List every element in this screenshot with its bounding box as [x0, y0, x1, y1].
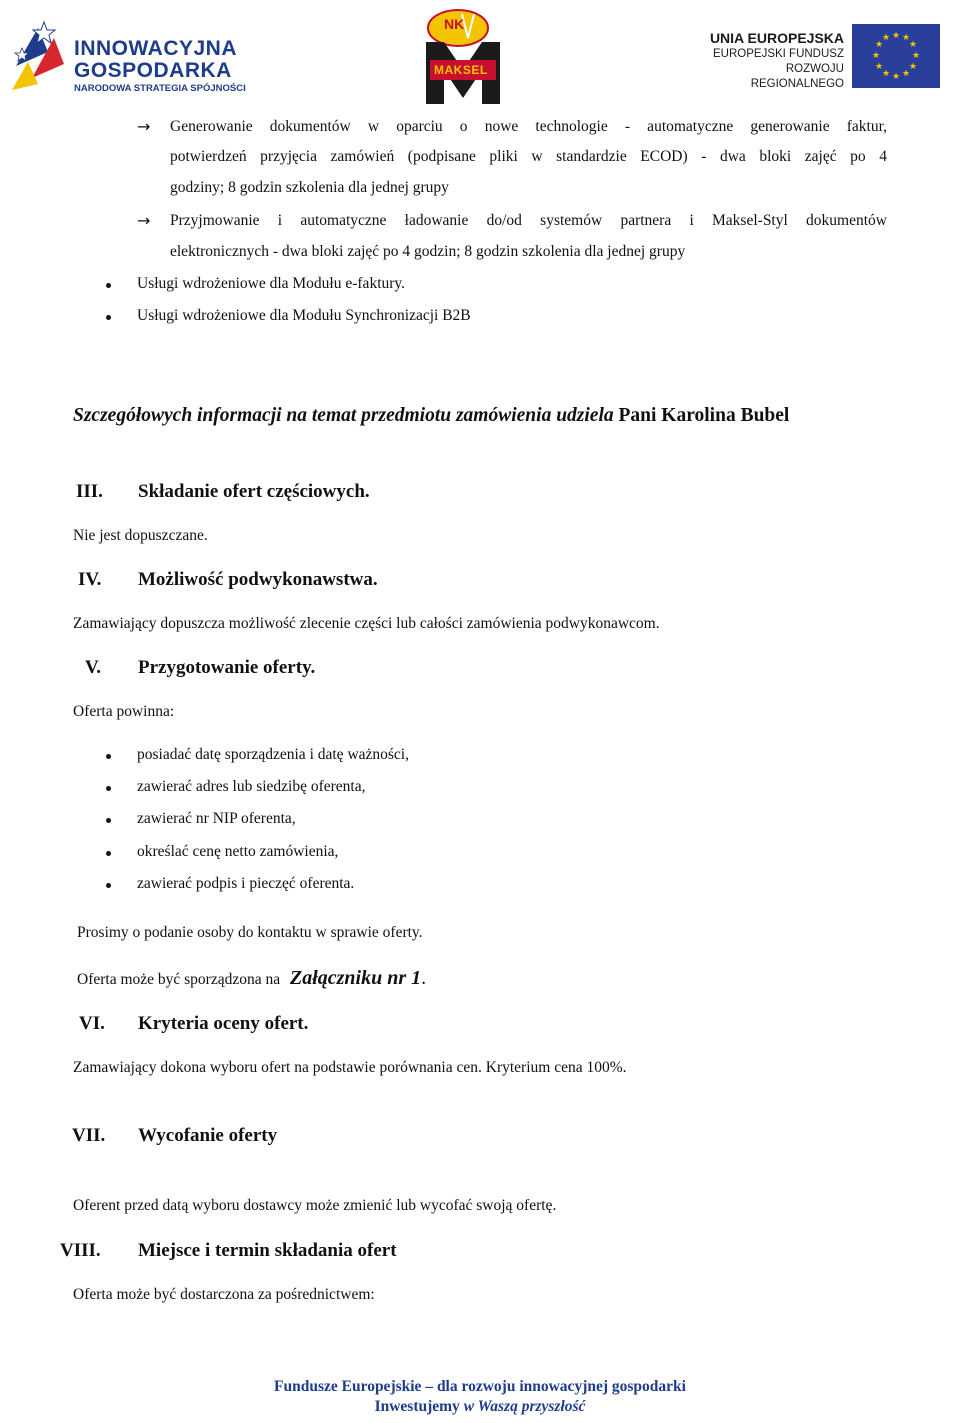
- logo-line2: GOSPODARKA: [74, 59, 232, 82]
- bullet-item-2-text: Usługi wdrożeniowe dla Modułu Synchronizacji B2B: [137, 307, 471, 324]
- bullet-icon: [106, 754, 111, 759]
- bullet-icon: [106, 851, 111, 856]
- contact-italic: Szczegółowych informacji na temat przedmiotu zamówienia udziela: [73, 405, 614, 426]
- arrow-item-1-line2: potwierdzeń przyjęcia zamówień (podpisane pliki w standardzie ECOD) - dwa bloki zajęć po 4: [170, 148, 887, 165]
- arrow-item-2-line1: Przyjmowanie i automatyczne ładowanie do/od systemów partnera i Maksel-Styl dokumentów: [170, 212, 887, 229]
- section-iv-body: Zamawiający dopuszcza możliwość zlecenie części lub całości zamówienia podwykonawcom.: [73, 615, 660, 632]
- section-viii-number: VIII.: [60, 1240, 101, 1261]
- attachment-suffix: .: [421, 967, 427, 989]
- arrow-item-2-line2: elektronicznych - dwa bloki zajęć po 4 godzin; 8 godzin szkolenia dla jednej grupy: [170, 243, 686, 260]
- bullet-icon: [106, 883, 111, 888]
- list-item-text: określać cenę netto zamówienia,: [137, 843, 339, 860]
- section-iv-title: Możliwość podwykonawstwa.: [138, 569, 378, 590]
- arrow-item-1-line3: godziny; 8 godzin szkolenia dla jednej grupy: [170, 179, 449, 196]
- attachment-text: Oferta może być sporządzona na: [77, 971, 281, 988]
- svg-text:★: ★: [881, 33, 891, 43]
- section-vii-body: Oferent przed datą wyboru dostawcy może zmienić lub wycofać swoją ofertę.: [73, 1197, 557, 1214]
- section-vi-title: Kryteria oceny ofert.: [138, 1013, 309, 1034]
- svg-text:★: ★: [908, 62, 918, 72]
- section-v-title: Przygotowanie oferty.: [138, 657, 316, 678]
- arrow-icon: →: [137, 211, 151, 230]
- svg-text:★: ★: [874, 40, 884, 50]
- logo-line1: INNOWACYJNA: [74, 37, 238, 60]
- unia-europejska-logo: [690, 22, 942, 92]
- svg-text:★: ★: [871, 51, 881, 61]
- section-vii-number: VII.: [72, 1125, 106, 1146]
- list-item-text: zawierać adres lub siedzibę oferenta,: [137, 778, 366, 795]
- svg-text:★: ★: [881, 69, 891, 79]
- section-viii-body: Oferta może być dostarczona za pośrednictwem:: [73, 1286, 375, 1303]
- section-iii-number: III.: [76, 481, 103, 502]
- eu-flag-icon: [852, 24, 940, 88]
- bullet-icon: [106, 786, 111, 791]
- maksel-brand: MAKSEL: [434, 63, 488, 77]
- arrow-item-1-line1: Generowanie dokumentów w oparciu o nowe technologie - automatyczne generowanie faktur,: [170, 118, 887, 135]
- svg-text:★: ★: [901, 69, 911, 79]
- svg-text:★: ★: [911, 51, 921, 61]
- eu-line3: ROZWOJU REGIONALNEGO: [750, 63, 844, 90]
- contact-request: Prosimy o podanie osoby do kontaktu w sprawie oferty.: [77, 924, 423, 941]
- bullet-item-1-text: Usługi wdrożeniowe dla Modułu e-faktury.: [137, 275, 406, 292]
- svg-text:★: ★: [891, 72, 901, 82]
- svg-text:★: ★: [908, 40, 918, 50]
- footer-line1: Fundusze Europejskie – dla rozwoju innowacyjnej gospodarki: [274, 1378, 686, 1395]
- logo-line3: NARODOWA STRATEGIA SPÓJNOŚCI: [74, 83, 246, 94]
- contact-line: [73, 404, 789, 428]
- section-iii-title: Składanie ofert częściowych.: [138, 481, 370, 502]
- innowacyjna-gospodarka-logo: [8, 18, 258, 98]
- bullet-icon: [106, 818, 111, 823]
- attachment-line: [77, 966, 426, 992]
- footer-line2: [0, 1397, 960, 1417]
- eu-line2: EUROPEJSKI FUNDUSZ: [713, 48, 844, 60]
- section-iv-number: IV.: [78, 569, 102, 590]
- attachment-ref: Załączniku nr 1: [290, 967, 422, 989]
- section-viii-title: Miejsce i termin składania ofert: [138, 1240, 397, 1261]
- star-flag-icon: [8, 18, 80, 98]
- maksel-mark: NK: [444, 16, 465, 32]
- section-iii-body: Nie jest dopuszczane.: [73, 527, 208, 544]
- list-item-text: zawierać podpis i pieczęć oferenta.: [137, 875, 355, 892]
- svg-text:★: ★: [891, 31, 901, 41]
- list-item-text: posiadać datę sporządzenia i datę ważności,: [137, 746, 409, 763]
- section-vi-number: VI.: [79, 1013, 105, 1034]
- section-v-number: V.: [85, 657, 102, 678]
- section-v-body: Oferta powinna:: [73, 703, 175, 720]
- section-vi-body: Zamawiający dokona wyboru ofert na podstawie porównania cen. Kryterium cena 100%.: [73, 1059, 627, 1076]
- contact-name: Pani Karolina Bubel: [618, 405, 790, 426]
- eu-line1: UNIA EUROPEJSKA: [709, 30, 844, 46]
- svg-text:★: ★: [874, 62, 884, 72]
- bullet-icon: [106, 283, 111, 288]
- section-vii-title: Wycofanie oferty: [138, 1125, 278, 1146]
- svg-text:★: ★: [901, 33, 911, 43]
- maksel-logo: [420, 8, 506, 106]
- list-item-text: zawierać nr NIP oferenta,: [137, 810, 296, 827]
- bullet-icon: [106, 315, 111, 320]
- arrow-icon: →: [137, 117, 151, 136]
- footer-line2-b: w Waszą przyszłość: [463, 1398, 586, 1415]
- footer-line2-a: Inwestujemy: [374, 1398, 460, 1415]
